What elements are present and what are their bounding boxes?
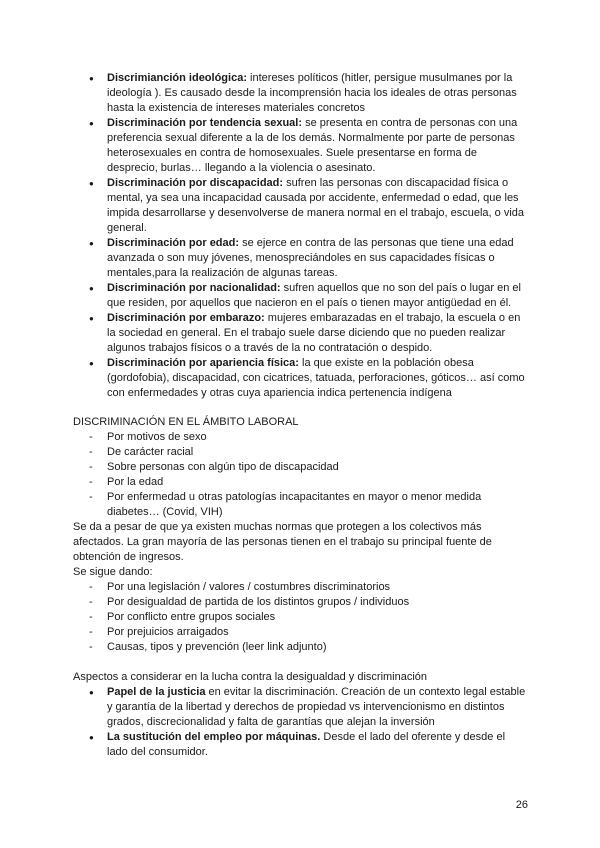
list-item (73, 176, 528, 236)
item-term: Discriminación por nacionalidad: (107, 282, 281, 294)
list-item: - Sobre personas con algún tipo de discapacidad (73, 460, 528, 475)
still-items-list (73, 580, 528, 655)
list-item (73, 116, 528, 176)
spacer (73, 655, 528, 670)
still-label: Se sigue dando: (73, 566, 153, 578)
labor-items-list (73, 430, 528, 520)
item-term: Papel de la justicia (107, 686, 206, 698)
discrimination-types-list (73, 71, 528, 401)
item-term: Discriminación por tendencia sexual: (107, 117, 303, 129)
list-item (73, 71, 528, 116)
item-term: La sustitución del empleo por máquinas. (107, 731, 321, 743)
item-text: en evitar la discriminación. Creación de un contexto legal estable y garantía de la libertad y derechos de propiedad vs intervencionismo en distintos grados, discrecionalidad y falta de garantías que alejan la inversión (107, 686, 526, 728)
item-text: se presenta en contra de personas con una preferencia sexual diferente a la de los demás. Normalmente por parte de personas heterosexuales en contra de homosexuales. Suele presentarse en forma de desprecio, burlas… llegando a la violencia o asesinato. (107, 117, 518, 174)
list-item: - Por desigualdad de partida de los distintos grupos / individuos (73, 595, 528, 610)
list-item (73, 685, 528, 730)
item-text: sufren aquellos que no son del país o lugar en el que residen, por aquellos que nacieron en el país o tienen mayor antigüedad en él. (107, 282, 521, 309)
list-item: - Causas, tipos y prevención (leer link adjunto) (73, 640, 528, 655)
list-item: - Por la edad (73, 475, 528, 490)
aspects-heading: Aspectos a considerar en la lucha contra la desigualdad y discriminación (73, 671, 428, 683)
list-item: - Por una legislación / valores / costumbres discriminatorios (73, 580, 528, 595)
labor-section-heading: DISCRIMINACIÓN EN EL ÁMBITO LABORAL (73, 416, 299, 428)
labor-paragraph: Se da a pesar de que ya existen muchas normas que protegen a los colectivos más afectados. La gran mayoría de las personas tienen en el trabajo su principal fuente de obtención de ingresos. (73, 521, 492, 563)
item-term: Discriminación por embarazo: (107, 312, 265, 324)
page-content (73, 71, 528, 760)
item-text: intereses políticos (hitler, persigue musulmanes por la ideología ). Es causado desde la incomprensión hacia los ideales de otras personas hasta la existencia de intereses materiales concretos (107, 72, 517, 114)
list-item: - De carácter racial (73, 445, 528, 460)
item-text: Desde el lado del oferente y desde el lado del consumidor. (107, 731, 506, 758)
item-text: la que existe en la población obesa (gordofobia), discapacidad, con cicatrices, tatuada, perforaciones, góticos… así como con enfermedades y otras cuya apariencia indica pertenencia indígena (107, 357, 525, 399)
list-item: - Por motivos de sexo (73, 430, 528, 445)
item-text: sufren las personas con discapacidad física o mental, ya sea una incapacidad causada por accidente, enfermedad o edad, que les impida desarrollarse y desenvolverse de manera normal en el trabajo, escuela, o vida general. (107, 177, 525, 234)
list-item (73, 236, 528, 281)
list-item: - Por enfermedad u otras patologías incapacitantes en mayor o menor medida diabetes… (Covid, VIH) (73, 490, 528, 520)
list-item: - Por prejuicios arraigados (73, 625, 528, 640)
item-term: Discrimianción ideológica: (107, 72, 247, 84)
list-item (73, 311, 528, 356)
list-item (73, 281, 528, 311)
item-term: Discriminación por discapacidad: (107, 177, 284, 189)
list-item (73, 730, 528, 760)
item-term: Discriminación por apariencia física: (107, 357, 299, 369)
item-text: se ejerce en contra de las personas que tiene una edad avanzada o son muy jóvenes, menospreciándoles en sus capacidades físicas o mentales,para la realización de algunas tareas. (107, 237, 514, 279)
list-item: - Por conflicto entre grupos sociales (73, 610, 528, 625)
aspects-list (73, 685, 528, 760)
item-text: mujeres embarazadas en el trabajo, la escuela o en la sociedad en general. En el trabajo suele darse diciendo que no pueden realizar algunos trabajos físicos o a través de la no contratación o despido. (107, 312, 521, 354)
item-term: Discriminación por edad: (107, 237, 240, 249)
list-item (73, 356, 528, 401)
page-number: 26 (515, 799, 528, 811)
